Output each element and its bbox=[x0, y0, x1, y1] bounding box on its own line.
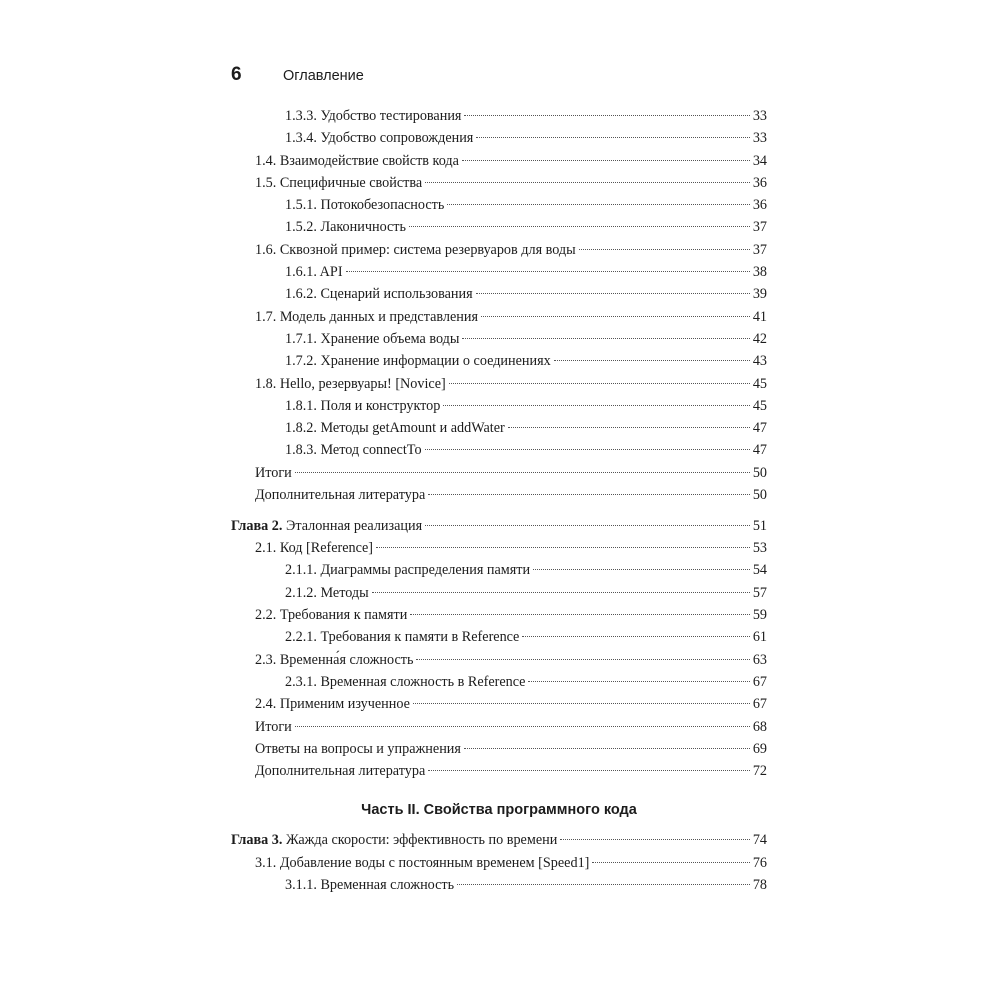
leader-dots bbox=[425, 182, 750, 183]
toc-entry-label: 2.2.1. Требования к памяти в Reference bbox=[285, 629, 520, 646]
leader-dots bbox=[481, 316, 750, 317]
toc-entry-label: 1.5.2. Лаконичность bbox=[285, 219, 406, 236]
toc-entry[interactable] bbox=[231, 398, 767, 420]
toc-entry-page: 53 bbox=[752, 540, 767, 557]
toc-entry-page: 68 bbox=[752, 718, 767, 735]
leader-dots bbox=[592, 862, 749, 863]
running-header bbox=[231, 64, 364, 88]
toc-entry[interactable] bbox=[231, 264, 767, 286]
toc-entry[interactable] bbox=[231, 465, 767, 487]
toc-entry-label: 1.8.1. Поля и конструктор bbox=[285, 397, 441, 414]
toc-entry-page: 42 bbox=[752, 330, 767, 347]
toc-entry-page: 59 bbox=[752, 607, 767, 624]
toc-entry-label: Дополнительная литература bbox=[255, 487, 426, 504]
toc-entry[interactable] bbox=[231, 353, 767, 375]
toc-entry-page: 69 bbox=[752, 740, 767, 757]
toc-entry-label: 1.6. Сквозной пример: система резервуаров для воды bbox=[255, 241, 576, 258]
toc-entry-page: 76 bbox=[752, 854, 767, 871]
toc-entry[interactable] bbox=[231, 719, 767, 741]
toc-entry-label: 1.8. Hello, резервуары! [Novice] bbox=[255, 375, 446, 392]
toc-entry-label bbox=[231, 832, 557, 849]
toc-entry-page: 36 bbox=[752, 174, 767, 191]
toc-entry[interactable] bbox=[231, 130, 767, 152]
toc-entry[interactable] bbox=[231, 741, 767, 763]
leader-dots bbox=[533, 569, 750, 570]
toc-entry-page: 50 bbox=[752, 487, 767, 504]
toc-entry-label: 3.1.1. Временная сложность bbox=[285, 877, 455, 893]
toc-entry-label: 2.3.1. Временная сложность в Reference bbox=[285, 673, 526, 690]
leader-dots bbox=[443, 405, 749, 406]
table-of-contents bbox=[231, 108, 767, 899]
toc-entry-page: 72 bbox=[752, 763, 767, 780]
toc-group-chapter3 bbox=[231, 855, 767, 900]
toc-entry[interactable] bbox=[231, 487, 767, 509]
toc-entry-label: 1.8.2. Методы getAmount и addWater bbox=[285, 420, 505, 437]
leader-dots bbox=[376, 547, 750, 548]
toc-entry[interactable] bbox=[231, 877, 767, 899]
toc-entry-page: 47 bbox=[752, 420, 767, 437]
toc-entry-page: 33 bbox=[752, 108, 767, 124]
leader-dots bbox=[560, 839, 750, 840]
leader-dots bbox=[295, 726, 750, 727]
toc-entry-page: 37 bbox=[752, 219, 767, 236]
toc-entry[interactable] bbox=[231, 855, 767, 877]
leader-dots bbox=[295, 472, 750, 473]
toc-entry-label: 2.3. Временна́я сложность bbox=[255, 651, 414, 668]
toc-entry[interactable] bbox=[231, 607, 767, 629]
toc-entry[interactable] bbox=[231, 696, 767, 718]
toc-entry[interactable] bbox=[231, 242, 767, 264]
leader-dots bbox=[476, 293, 750, 294]
toc-entry-label: 1.5.1. Потокобезопасность bbox=[285, 197, 445, 214]
leader-dots bbox=[413, 703, 750, 704]
toc-entry[interactable] bbox=[231, 175, 767, 197]
toc-entry-label: 1.7. Модель данных и представления bbox=[255, 308, 478, 325]
toc-entry-page: 54 bbox=[752, 562, 767, 579]
toc-entry[interactable] bbox=[231, 763, 767, 785]
toc-entry[interactable] bbox=[231, 309, 767, 331]
toc-entry-page: 38 bbox=[752, 264, 767, 281]
toc-entry-page: 63 bbox=[752, 651, 767, 668]
toc-entry-page: 37 bbox=[752, 241, 767, 258]
leader-dots bbox=[372, 592, 750, 593]
toc-entry-page: 41 bbox=[752, 308, 767, 325]
toc-entry-page: 39 bbox=[752, 286, 767, 303]
toc-entry-label: 2.1.2. Методы bbox=[285, 584, 369, 601]
toc-entry-page: 78 bbox=[752, 877, 767, 893]
running-title: Оглавление bbox=[283, 68, 364, 84]
leader-dots bbox=[428, 494, 750, 495]
toc-entry[interactable] bbox=[231, 376, 767, 398]
toc-entry-page: 51 bbox=[752, 517, 767, 534]
toc-entry-label: 2.2. Требования к памяти bbox=[255, 607, 408, 624]
toc-entry-label: 3.1. Добавление воды с постоянным временем [Speed1] bbox=[255, 854, 590, 871]
toc-entry[interactable] bbox=[231, 540, 767, 562]
leader-dots bbox=[425, 449, 750, 450]
leader-dots bbox=[464, 748, 750, 749]
toc-entry[interactable] bbox=[231, 652, 767, 674]
toc-entry[interactable] bbox=[231, 442, 767, 464]
toc-entry-label: Ответы на вопросы и упражнения bbox=[255, 740, 461, 757]
toc-entry-label: 1.3.3. Удобство тестирования bbox=[285, 108, 462, 124]
toc-entry-page: 45 bbox=[752, 397, 767, 414]
toc-entry[interactable] bbox=[231, 286, 767, 308]
toc-entry-label: 1.7.2. Хранение информации о соединениях bbox=[285, 353, 551, 370]
toc-entry-label: Итоги bbox=[255, 464, 292, 481]
toc-entry[interactable] bbox=[231, 674, 767, 696]
toc-entry-page: 50 bbox=[752, 464, 767, 481]
toc-entry-label: 1.8.3. Метод connectTo bbox=[285, 442, 422, 459]
part-title: Часть II. Свойства программного кода bbox=[361, 802, 637, 819]
toc-entry[interactable] bbox=[231, 562, 767, 584]
toc-entry-page: 36 bbox=[752, 197, 767, 214]
toc-chapter-entry[interactable] bbox=[231, 518, 767, 540]
toc-entry[interactable] bbox=[231, 331, 767, 353]
toc-entry[interactable] bbox=[231, 219, 767, 241]
toc-entry-page: 57 bbox=[752, 584, 767, 601]
toc-entry-label: 1.3.4. Удобство сопровождения bbox=[285, 130, 474, 147]
leader-dots bbox=[447, 204, 750, 205]
toc-entry[interactable] bbox=[231, 197, 767, 219]
toc-entry-page: 34 bbox=[752, 152, 767, 169]
toc-entry-label: 2.1.1. Диаграммы распределения памяти bbox=[285, 562, 531, 579]
chapter-title: Эталонная реализация bbox=[282, 517, 423, 534]
leader-dots bbox=[579, 249, 750, 250]
toc-entry-page: 43 bbox=[752, 353, 767, 370]
leader-dots bbox=[449, 383, 750, 384]
toc-entry-label: 1.5. Специфичные свойства bbox=[255, 174, 423, 191]
toc-entry-label: 1.7.1. Хранение объема воды bbox=[285, 330, 460, 347]
toc-entry-label: 1.4. Взаимодействие свойств кода bbox=[255, 152, 459, 169]
toc-entry-page: 74 bbox=[752, 832, 767, 849]
leader-dots bbox=[462, 160, 750, 161]
leader-dots bbox=[416, 659, 749, 660]
leader-dots bbox=[522, 636, 750, 637]
toc-entry-page: 61 bbox=[752, 629, 767, 646]
leader-dots bbox=[410, 614, 749, 615]
leader-dots bbox=[528, 681, 749, 682]
leader-dots bbox=[409, 226, 750, 227]
toc-entry-page: 67 bbox=[752, 673, 767, 690]
toc-entry-label: 1.6.1. API bbox=[285, 264, 343, 281]
toc-entry[interactable] bbox=[231, 420, 767, 442]
chapter-prefix: Глава 2. bbox=[231, 517, 283, 534]
toc-entry-label: 1.6.2. Сценарий использования bbox=[285, 286, 473, 303]
leader-dots bbox=[428, 770, 750, 771]
toc-group-chapter1 bbox=[231, 108, 767, 509]
toc-entry-label: Дополнительная литература bbox=[255, 763, 426, 780]
leader-dots bbox=[425, 525, 750, 526]
chapter-prefix: Глава 3. bbox=[231, 832, 283, 849]
chapter-title: Жажда скорости: эффективность по времени bbox=[282, 832, 558, 849]
leader-dots bbox=[508, 427, 750, 428]
toc-entry-label: 2.4. Применим изученное bbox=[255, 696, 410, 713]
toc-entry-page: 67 bbox=[752, 696, 767, 713]
toc-entry-page: 45 bbox=[752, 375, 767, 392]
leader-dots bbox=[476, 137, 749, 138]
toc-group-chapter2 bbox=[231, 540, 767, 785]
leader-dots bbox=[464, 115, 749, 116]
leader-dots bbox=[457, 884, 750, 885]
page-number: 6 bbox=[231, 64, 242, 85]
toc-entry-page: 33 bbox=[752, 130, 767, 147]
toc-entry-label: Итоги bbox=[255, 718, 292, 735]
toc-entry[interactable] bbox=[231, 108, 767, 130]
leader-dots bbox=[554, 360, 750, 361]
toc-entry-label: 2.1. Код [Reference] bbox=[255, 540, 373, 557]
leader-dots bbox=[462, 338, 749, 339]
toc-entry[interactable] bbox=[231, 153, 767, 175]
leader-dots bbox=[346, 271, 750, 272]
toc-entry[interactable] bbox=[231, 629, 767, 651]
toc-entry-page: 47 bbox=[752, 442, 767, 459]
toc-entry[interactable] bbox=[231, 585, 767, 607]
toc-entry-label bbox=[231, 518, 422, 535]
toc-chapter-entry[interactable] bbox=[231, 832, 767, 854]
